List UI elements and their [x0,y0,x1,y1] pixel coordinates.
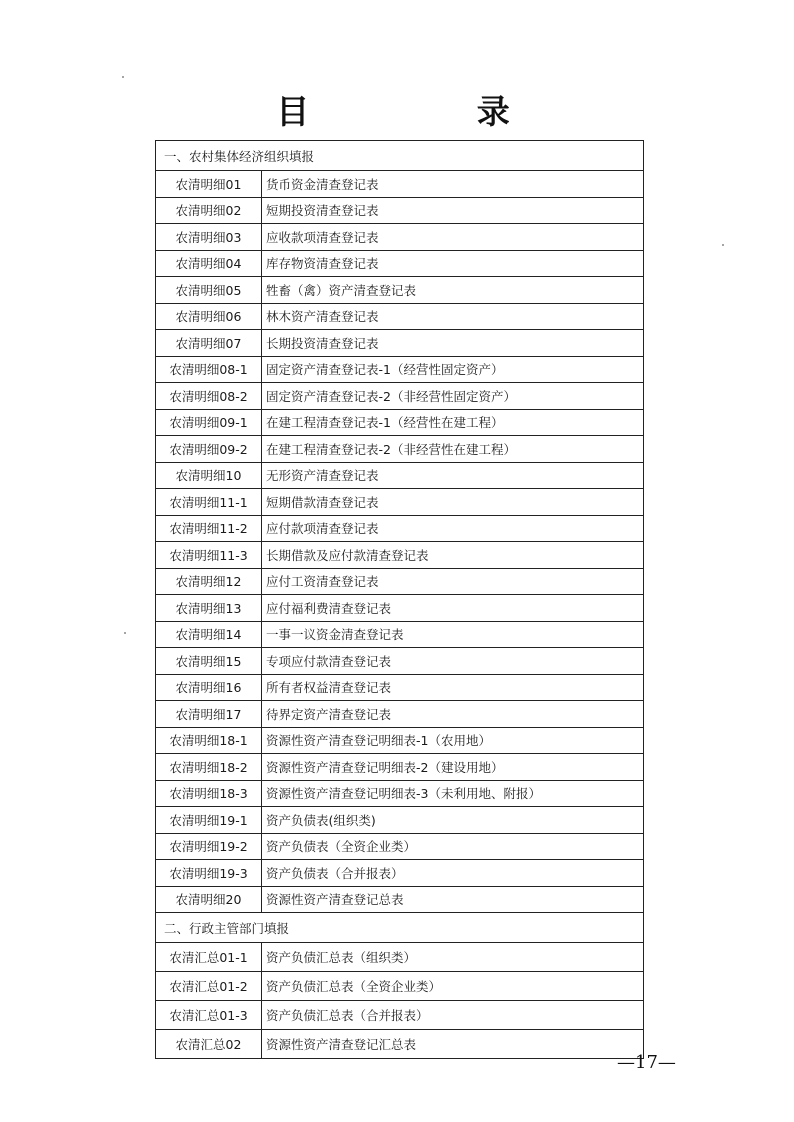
form-code: 农清明细05 [156,277,262,304]
table-row [156,833,644,860]
form-name: 长期投资清查登记表 [262,330,644,357]
table-row [156,674,644,701]
toc-table [155,140,644,1059]
section-heading: 二、行政主管部门填报 [156,913,644,943]
form-code: 农清明细18-1 [156,727,262,754]
form-name: 在建工程清查登记表-1（经营性在建工程） [262,409,644,436]
form-name: 应付福利费清查登记表 [262,595,644,622]
form-name: 资源性资产清查登记总表 [262,886,644,913]
form-code: 农清明细11-2 [156,515,262,542]
table-row [156,515,644,542]
table-row [156,383,644,410]
form-name: 资产负债汇总表（合并报表） [262,1001,644,1030]
table-row [156,886,644,913]
form-name: 应付款项清查登记表 [262,515,644,542]
form-code: 农清明细11-1 [156,489,262,516]
table-row [156,303,644,330]
form-code: 农清明细13 [156,595,262,622]
table-row [156,807,644,834]
form-code: 农清明细02 [156,197,262,224]
section-heading: 一、农村集体经济组织填报 [156,141,644,171]
form-name: 资源性资产清查登记汇总表 [262,1030,644,1059]
form-name: 资产负债汇总表（全资企业类） [262,972,644,1001]
form-name: 一事一议资金清查登记表 [262,621,644,648]
form-name: 无形资产清查登记表 [262,462,644,489]
scan-speck [722,244,724,246]
form-name: 林木资产清查登记表 [262,303,644,330]
form-name: 资产负债表（全资企业类） [262,833,644,860]
table-row [156,330,644,357]
form-name: 资源性资产清查登记明细表-1（农用地） [262,727,644,754]
form-code: 农清明细11-3 [156,542,262,569]
form-name: 牲畜（禽）资产清查登记表 [262,277,644,304]
scan-speck [124,632,126,634]
table-row [156,754,644,781]
table-row [156,409,644,436]
form-name: 所有者权益清查登记表 [262,674,644,701]
toc-body [156,141,644,1059]
form-name: 库存物资清查登记表 [262,250,644,277]
form-name: 应付工资清查登记表 [262,568,644,595]
table-row [156,780,644,807]
form-code: 农清明细03 [156,224,262,251]
page-number: —17— [617,1052,676,1073]
form-name: 固定资产清查登记表-2（非经营性固定资产） [262,383,644,410]
form-name: 在建工程清查登记表-2（非经营性在建工程） [262,436,644,463]
table-row [156,1030,644,1059]
form-code: 农清汇总01-3 [156,1001,262,1030]
form-name: 待界定资产清查登记表 [262,701,644,728]
table-row [156,489,644,516]
form-code: 农清明细18-2 [156,754,262,781]
form-code: 农清汇总01-1 [156,943,262,972]
table-row [156,171,644,198]
table-row [156,197,644,224]
form-name: 专项应付款清查登记表 [262,648,644,675]
form-name: 固定资产清查登记表-1（经营性固定资产） [262,356,644,383]
table-row [156,356,644,383]
table-row [156,727,644,754]
form-code: 农清明细08-1 [156,356,262,383]
form-name: 短期投资清查登记表 [262,197,644,224]
form-name: 应收款项清查登记表 [262,224,644,251]
table-row [156,648,644,675]
form-code: 农清明细15 [156,648,262,675]
page-title: 目 录 [276,92,588,131]
table-row [156,701,644,728]
table-row [156,943,644,972]
form-code: 农清明细07 [156,330,262,357]
form-name: 资产负债表（合并报表） [262,860,644,887]
form-name: 资产负债汇总表（组织类） [262,943,644,972]
table-row [156,436,644,463]
form-code: 农清明细08-2 [156,383,262,410]
table-row [156,860,644,887]
section-header-row [156,913,644,943]
table-row [156,595,644,622]
form-name: 短期借款清查登记表 [262,489,644,516]
form-code: 农清汇总02 [156,1030,262,1059]
form-code: 农清明细19-3 [156,860,262,887]
table-row [156,1001,644,1030]
table-row [156,972,644,1001]
table-row [156,462,644,489]
form-code: 农清明细06 [156,303,262,330]
form-name: 资源性资产清查登记明细表-2（建设用地） [262,754,644,781]
form-code: 农清明细12 [156,568,262,595]
form-code: 农清明细09-1 [156,409,262,436]
form-code: 农清明细09-2 [156,436,262,463]
table-row [156,250,644,277]
form-code: 农清明细04 [156,250,262,277]
form-name: 长期借款及应付款清查登记表 [262,542,644,569]
form-code: 农清明细16 [156,674,262,701]
table-row [156,542,644,569]
form-code: 农清明细19-1 [156,807,262,834]
section-header-row [156,141,644,171]
form-code: 农清明细18-3 [156,780,262,807]
form-code: 农清汇总01-2 [156,972,262,1001]
form-code: 农清明细17 [156,701,262,728]
form-code: 农清明细14 [156,621,262,648]
table-row [156,568,644,595]
form-name: 资产负债表(组织类) [262,807,644,834]
form-code: 农清明细20 [156,886,262,913]
scan-speck [122,76,124,78]
form-name: 资源性资产清查登记明细表-3（未利用地、附报） [262,780,644,807]
form-name: 货币资金清查登记表 [262,171,644,198]
form-code: 农清明细10 [156,462,262,489]
form-code: 农清明细19-2 [156,833,262,860]
form-code: 农清明细01 [156,171,262,198]
table-row [156,224,644,251]
table-row [156,277,644,304]
table-row [156,621,644,648]
